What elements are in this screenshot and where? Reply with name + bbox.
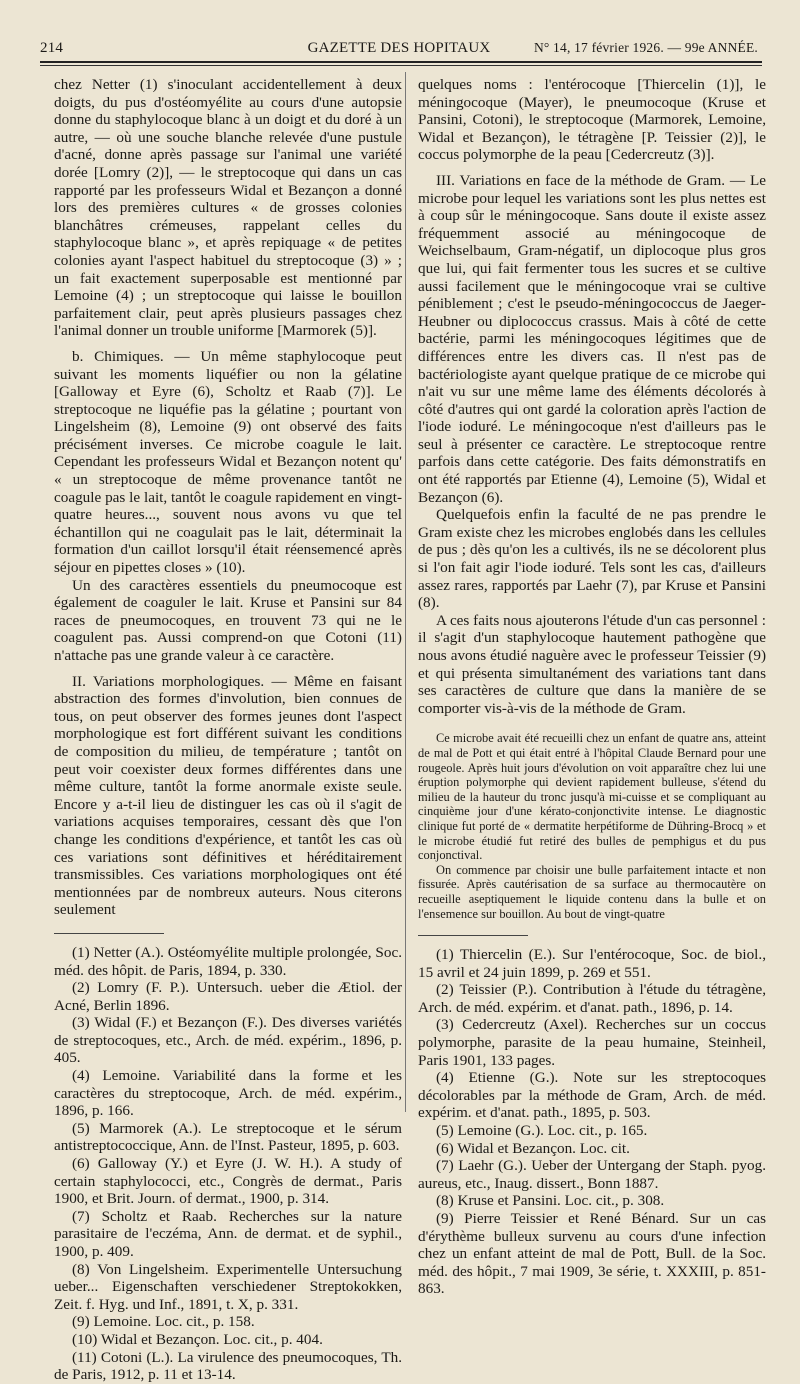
header-rule-thin: [40, 65, 762, 66]
footnote: (9) Lemoine. Loc. cit., p. 158.: [72, 1313, 255, 1331]
footnote: (7) Scholtz et Raab. Recherches sur la nature parasitaire de l'eczéma, Ann. de dermat. et de syphil., 1900, p. 409.: [54, 1207, 402, 1260]
footnote: (4) Lemoine. Variabilité dans la forme et les caractères du streptocoque, Arch. de méd. expérim., 1896, p. 166.: [54, 1067, 402, 1120]
journal-title: GAZETTE DES HOPITAUX: [307, 40, 491, 56]
footnote: (3) Cedercreutz (Axel). Recherches sur un coccus polymorphe, parasite de la peau humaine, Steinheil, Paris 1901, 133 pages.: [418, 1016, 766, 1069]
page-number: 214: [40, 40, 64, 56]
paragraph: Un des caractères essentiels du pneumocoque est également de coaguler le lait. Kruse et Pansini sur 84 races de pneumocoques, en trouvent 73 qui ne le coagulent pas. Aussi comprend-on que Cotoni (11) n'attache pas une grande valeur à ce caractère.: [54, 576, 402, 664]
footnote: (11) Cotoni (L.). La virulence des pneumocoques, Th. de Paris, 1912, p. 11 et 13-14.: [54, 1348, 402, 1384]
footnote: (1) Netter (A.). Ostéomyélite multiple prolongée, Soc. méd. des hôpit. de Paris, 1894, p. 330.: [54, 943, 402, 979]
footnote: (5) Marmorek (A.). Le streptocoque et le sérum antistreptococcique, Ann. de l'Inst. Pasteur, 1895, p. 603.: [54, 1119, 402, 1155]
spacer: [418, 717, 766, 731]
page-header: [40, 40, 758, 62]
footnote-rule: [418, 935, 528, 936]
paragraph: III. Variations en face de la méthode de Gram. — Le microbe pour lequel les variations sont les plus nettes est à coup sûr le méningocoque. Sans doute il existe assez fréquemment associé au méningocoque de Weichselbaum, Gram-négatif, un diplocoque plus gros que lui, qui fait fermenter tous les sucres et se cultive aussi facilement que le méningocoque vrai se cultive péniblement ; c'est le pseudo-méningococcus de Jaeger-Heubner ou diplococcus crassus. Mais à côté de cette bactérie, parmi les méningocoques légitimes que de différences entre les divers cas. Il n'est pas de bactériologiste ayant quelque pratique de ce microbe qui n'ait vu sur une même lame des éléments décolorés à côté d'autres qui ont gardé la coloration après l'action de l'iode ioduré. Le méningocoque n'est d'ailleurs pas le seul à présenter ce caractère. Le streptocoque rentre parfois dans cette catégorie. Des faits démonstratifs en ont été rapportés par Etienne (4), Lemoine (5), Widal et Bezançon (6).: [418, 171, 766, 506]
right-column: [418, 76, 766, 1298]
paragraph: A ces faits nous ajouterons l'étude d'un cas personnel : il s'agit d'un staphylocoque hautement pathogène que nous avons étudié naguère avec le professeur Teissier (9) et qui présenta simultanément des variations tant dans ses caractères de culture que dans la manière de se comporter vis-à-vis de la méthode de Gram.: [418, 611, 766, 717]
issue-info: N° 14, 17 février 1926. — 99e ANNÉE.: [533, 40, 758, 55]
footnote: (7) Laehr (G.). Ueber der Untergang der Staph. pyog. aureus, etc., Inaug. dissert., Bonn 1887.: [418, 1157, 766, 1192]
footnote: (1) Thiercelin (E.). Sur l'entérocoque, Soc. de biol., 15 avril et 24 juin 1899, p. 269 et 551.: [418, 946, 766, 981]
footnote: (2) Teissier (P.). Contribution à l'étude du tétragène, Arch. de méd. expérim. et d'anat. path., 1896, p. 14.: [418, 981, 766, 1016]
footnote: (4) Etienne (G.). Note sur les streptocoques décolorables par la méthode de Gram, Arch. de méd. expérim. et d'anat. path., 1895, p. 503.: [418, 1069, 766, 1122]
column-divider: [405, 72, 406, 1112]
paragraph: b. Chimiques. — Un même staphylocoque peut suivant les moments liquéfier ou non la gélatine [Galloway et Eyre (6), Scholtz et Raab (7)]. Le streptocoque ne liquéfie pas la gélatine ; pourtant von Lingelsheim (8), Lemoine (9) ont observé des faits précisément inverses. Ce microbe coagule le lait. Cependant les professeurs Widal et Bezançon notent qu' « un streptocoque de même provenance tantôt ne coagule pas le lait, tantôt le coagule rapidement en vingt-quatre heures..., souvent nous avons vu que tel échantillon qui ne coagulait pas le lait, déterminait la formation d'un caillot lorsqu'il était réensemencé après séjour en pipettes closes » (10).: [54, 347, 402, 577]
paragraph: quelques noms : l'entérocoque [Thiercelin (1)], le méningocoque (Mayer), le pneumocoque (Kruse et Pansini, Cotoni), le streptocoque (Marmorek, Lemoine, Widal et Bezançon), le tétragène [P. Teissier (2)], le coccus polymorphe de la peau [Cedercreutz (3)].: [418, 76, 766, 164]
footnote: (3) Widal (F.) et Bezançon (F.). Des diverses variétés de streptocoques, etc., Arch. de méd. expérim., 1896, p. 405.: [54, 1014, 402, 1067]
paragraph: chez Netter (1) s'inoculant accidentellement à deux doigts, du pus d'ostéomyélite au cours d'une autopsie donne du staphylocoque blanc à un doigt et du doré à un autre, — où une souche blanche relevée d'une pustule d'acné, donne après passage sur l'animal une variété dorée [Lomry (2)], — le streptocoque qui dans un cas rapporté par les professeurs Widal et Bezançon a donné lors des premières cultures « de grosses colonies blanchâtres crémeuses, rappelant celles du staphylocoque blanc », et après repiquage « de petites colonies ayant l'aspect habituel du streptocoque (3) » ; un fait exactement superposable est mentionné par Lemoine (4) ; un streptocoque qui laisse le bouillon parfaitement clair, peut après plusieurs passages chez l'animal donner un trouble uniforme [Marmorek (5)].: [54, 76, 402, 340]
left-column: [54, 76, 402, 1384]
footnote: (6) Widal et Bezançon. Loc. cit.: [436, 1139, 630, 1157]
footnote: (6) Galloway (Y.) et Eyre (J. W. H.). A study of certain staphylococci, etc., Congrès de dermat., Paris 1900, et Brit. Journ. of dermat., 1900, p. 314.: [54, 1155, 402, 1208]
footnote: (8) Von Lingelsheim. Experimentelle Untersuchung ueber... Eigenschaften verschiedener Streptokokken, Zeit. f. Hyg. und Inf., 1891, t. X, p. 331.: [54, 1260, 402, 1313]
paragraph: II. Variations morphologiques. — Même en faisant abstraction des formes d'involution, bien connues de tous, on peut observer des formes jeunes dont l'aspect morphologique est fort différent suivant les conditions de composition du milieu, de température ; tantôt on peut voir coexister deux formes différentes dans une même culture, tantôt la forme anormale existe seule. Encore y a-t-il lieu de distinguer les cas où il s'agit de variations acquises temporaires, cessant dès que l'on change les conditions d'expérience, et tantôt les cas où ces variations sont définitives et héréditairement transmissibles. Ces variations morphologiques ont été mentionnées par de nombreux auteurs. Nous citerons seulement: [54, 672, 402, 919]
header-rule-thick: [40, 61, 762, 63]
paragraph: Quelquefois enfin la faculté de ne pas prendre le Gram existe chez les microbes englobés dans les cellules de pus ; dès qu'on les a cultivés, ils ne se décolorent plus si l'on fait agir l'iode ioduré. Tels sont les cas, d'ailleurs assez rares, rapportés par Laehr (7), par Kruse et Pansini (8).: [418, 506, 766, 612]
footnote: (5) Lemoine (G.). Loc. cit., p. 165.: [436, 1122, 648, 1140]
case-paragraph: On commence par choisir une bulle parfaitement intacte et non fissurée. Après cautérisation de sa surface au thermocautère on recueille aseptiquement le liquide contenu dans la bulle et on l'ensemence sur bouillon. Au bout de vingt-quatre: [418, 862, 766, 921]
footnote: (8) Kruse et Pansini. Loc. cit., p. 308.: [436, 1192, 665, 1210]
footnote: (2) Lomry (F. P.). Untersuch. ueber die Ætiol. der Acné, Berlin 1896.: [54, 979, 402, 1014]
footnote: (10) Widal et Bezançon. Loc. cit., p. 404.: [72, 1330, 323, 1348]
footnote-rule: [54, 933, 164, 934]
case-paragraph: Ce microbe avait été recueilli chez un enfant de quatre ans, atteint de mal de Pott et qui était entré à l'hôpital Claude Bernard pour une rougeole. Après huit jours d'évolution on voit apparaître chez lui une éruption polymorphe qui devient rapidement bulleuse, s'étend du milieu de la hauteur du tronc jusqu'à mi-cuisse et se compliquant au cinquième jour d'une kérato-conjonctivite intense. Le diagnostic clinique fut porté de « dermatite herpétiforme de Dühring-Brocq » et le microbe étudié fut retiré des bulles de pemphigus et du pus conjonctival.: [418, 731, 766, 863]
footnote: (9) Pierre Teissier et René Bénard. Sur un cas d'érythème bulleux survenu au cours d'une infection chez un enfant atteint de mal de Pott, Bull. de la Soc. méd. des hôpit., 7 mai 1909, 3e série, t. XXXIII, p. 851-863.: [418, 1210, 766, 1298]
